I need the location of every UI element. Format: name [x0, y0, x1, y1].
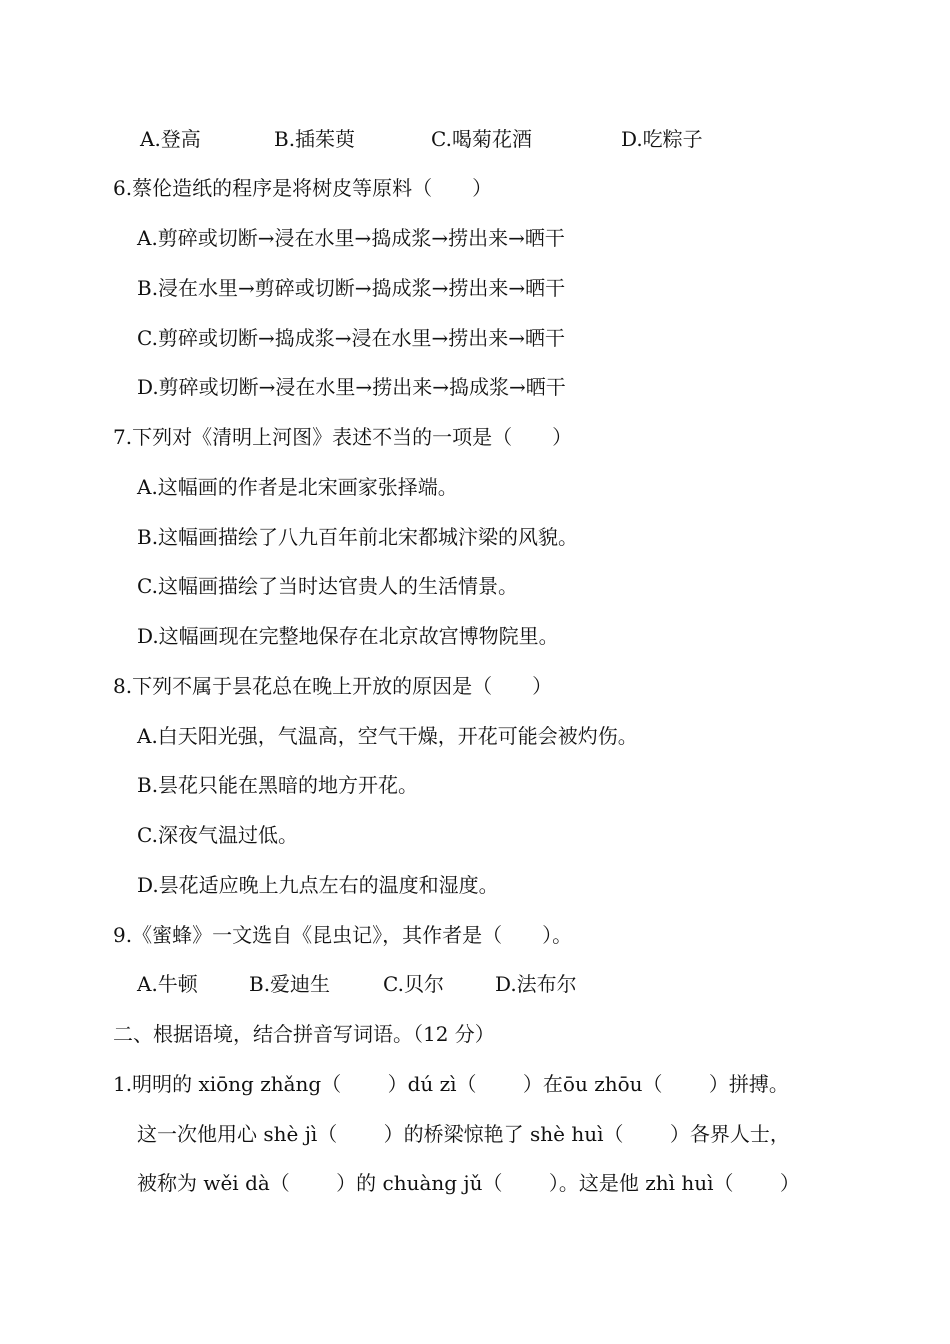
- q5-option-d: D.吃粽子: [621, 127, 703, 151]
- q5-options: [0, 127, 950, 151]
- q8-stem: 8.下列不属于昙花总在晚上开放的原因是（ ）: [113, 674, 553, 698]
- section2-line-3: 被称为 wěi dà（ ）的 chuàng jǔ（ ）。这是他 zhì huì（ ）: [137, 1171, 800, 1195]
- section2-line-1: 1.明明的 xiōng zhǎng（ ）dú zì（ ）在ōu zhōu（ ）拼搏。: [113, 1072, 789, 1096]
- q9-option-a: A.牛顿: [137, 972, 198, 996]
- q6-option-c: C.剪碎或切断→捣成浆→浸在水里→捞出来→晒干: [137, 326, 565, 350]
- q6-option-a: A.剪碎或切断→浸在水里→捣成浆→捞出来→晒干: [137, 226, 565, 250]
- q8-option-a: A.白天阳光强，气温高，空气干燥，开花可能会被灼伤。: [137, 724, 638, 748]
- q7-option-b: B.这幅画描绘了八九百年前北宋都城汴梁的风貌。: [137, 525, 579, 549]
- q5-option-b: B.插茱萸: [274, 127, 356, 151]
- section2-heading: 二、根据语境，结合拼音写词语。（12 分）: [113, 1022, 495, 1046]
- q8-option-c: C.深夜气温过低。: [137, 823, 298, 847]
- q5-option-c: C.喝菊花酒: [431, 127, 532, 151]
- q7-option-d: D.这幅画现在完整地保存在北京故宫博物院里。: [137, 624, 559, 648]
- q8-option-d: D.昙花适应晚上九点左右的温度和湿度。: [137, 873, 499, 897]
- q9-option-c: C.贝尔: [383, 972, 444, 996]
- q9-options: [0, 972, 950, 996]
- q5-option-a: A.登高: [140, 127, 201, 151]
- q9-stem: 9.《蜜蜂》一文选自《昆虫记》，其作者是（ ）。: [113, 923, 573, 947]
- q9-option-d: D.法布尔: [495, 972, 577, 996]
- q7-option-c: C.这幅画描绘了当时达官贵人的生活情景。: [137, 574, 518, 598]
- q8-option-b: B.昙花只能在黑暗的地方开花。: [137, 773, 419, 797]
- q7-option-a: A.这幅画的作者是北宋画家张择端。: [137, 475, 458, 499]
- q7-stem: 7.下列对《清明上河图》表述不当的一项是（ ）: [113, 425, 573, 449]
- q6-stem: 6.蔡伦造纸的程序是将树皮等原料（ ）: [113, 176, 493, 200]
- q6-option-b: B.浸在水里→剪碎或切断→捣成浆→捞出来→晒干: [137, 276, 566, 300]
- q9-option-b: B.爱迪生: [249, 972, 331, 996]
- section2-line-2: 这一次他用心 shè jì（ ）的桥梁惊艳了 shè huì（ ）各界人士，: [137, 1122, 790, 1146]
- q6-option-d: D.剪碎或切断→浸在水里→捞出来→捣成浆→晒干: [137, 375, 566, 399]
